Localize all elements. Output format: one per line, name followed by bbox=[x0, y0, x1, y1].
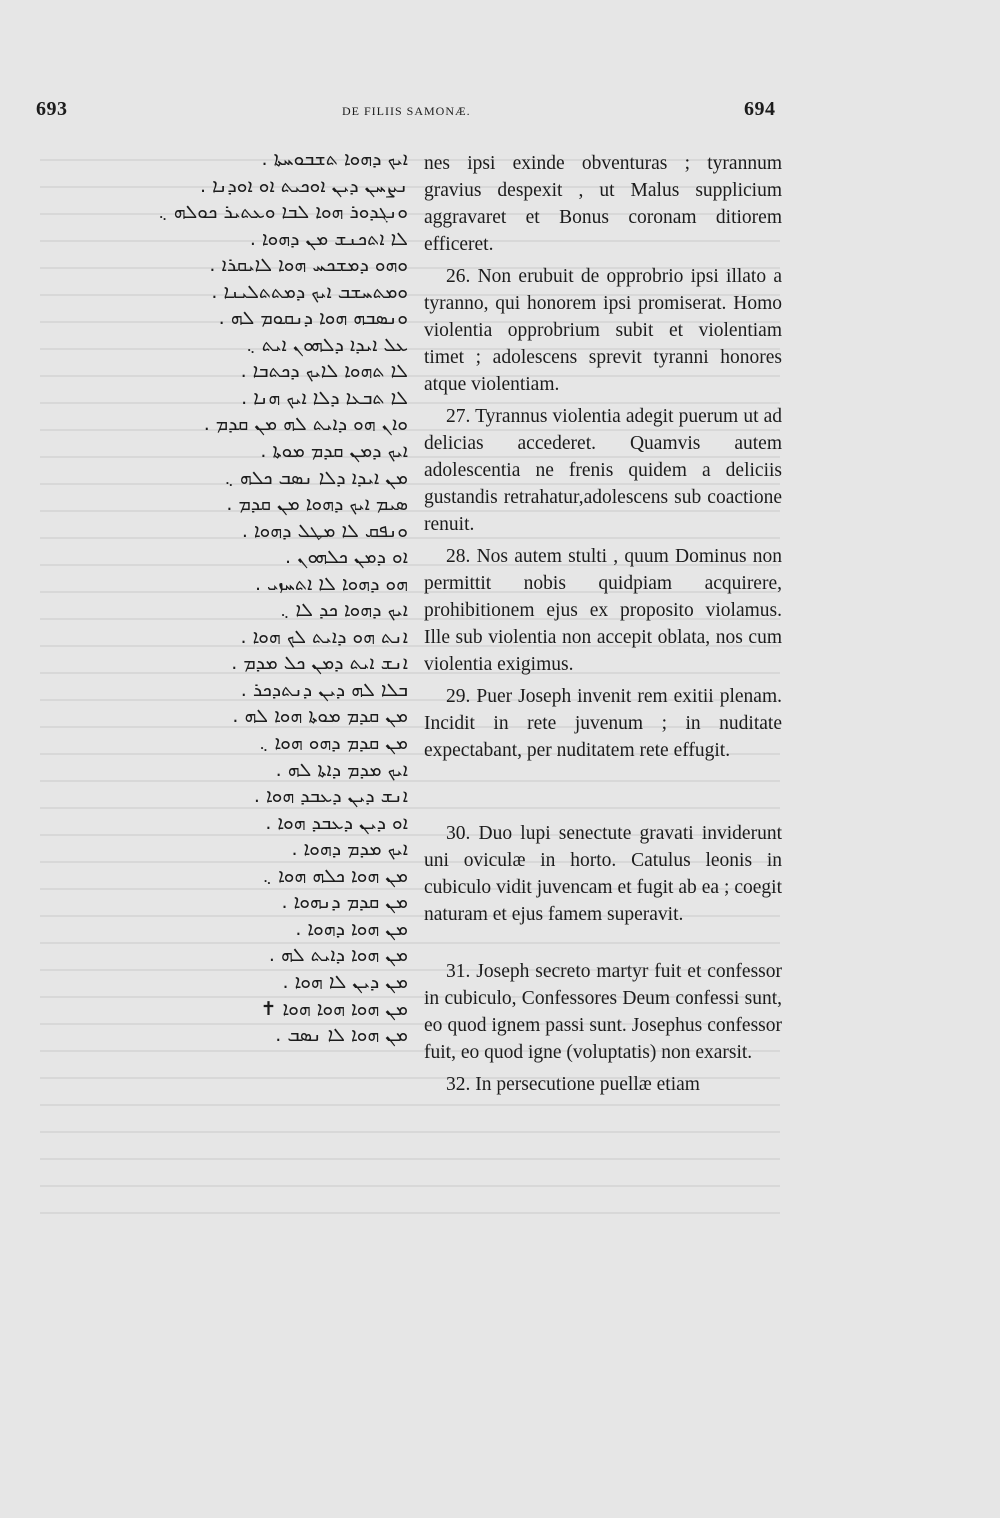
page-number-left: 693 bbox=[36, 98, 68, 120]
syriac-line: ܘܡܬܚܫܒ ܐܝܟ ܕܡܬܬܠܝܢܐ . bbox=[211, 280, 408, 303]
syriac-line: ܐܘ ܕܝܢ ܕܥܒܕ ܗܘܐ . bbox=[265, 811, 408, 834]
latin-paragraph: nes ipsi exinde obventuras ; tyrannum gravius despexit , ut Malus supplicium aggravaret et Bonus coronam ditiorem efficeret. bbox=[424, 153, 782, 255]
syriac-line: ܡܢ ܗܘܐ ܗܘܐ ܗܘܐ ✝ bbox=[260, 997, 408, 1020]
latin-paragraph: 29. Puer Joseph invenit rem exitii plenam. Incidit in rete juvenum ; in nuditate expectabant, per nuditatem rete effugit. bbox=[424, 686, 782, 761]
syriac-line: ܡܢ ܗܘܐ ܕܐܝܬ ܠܗ . bbox=[268, 944, 408, 967]
latin-paragraph: 26. Non erubuit de opprobrio ipsi illato a tyranno, qui honorem ipsi promiserat. Homo violentia opprobrium subit et violentiam timet ; adolescens sprevit tyranni honores atque violentiam. bbox=[424, 266, 782, 395]
syriac-line: ܡܢ ܐܝܕܐ ܕܠܐ ܢܣܒ ܟܠܗ ܆ bbox=[224, 466, 408, 489]
latin-paragraph: 30. Duo lupi senectute gravati inviderunt uni oviculæ in horto. Catulus leonis in cubiculo vidit juvencam et fugit ab ea ; coegit naturam et ejus famem superavit. bbox=[424, 823, 782, 925]
syriac-line: ܡܢ ܗܘܐ ܠܐ ܢܣܒ . bbox=[275, 1024, 408, 1047]
syriac-column bbox=[150, 146, 408, 1049]
syriac-line: ܠܐ ܬܒܥܐ ܕܠܐ ܐܝܟ ܗܢܐ . bbox=[241, 386, 408, 409]
syriac-line: ܐܝܟ ܕܡܢ ܩܕܡ ܡܘܬܐ . bbox=[260, 440, 408, 463]
syriac-line: ܘܐܢ ܗܘ ܕܐܝܬ ܠܗ ܡܢ ܩܕܡ . bbox=[203, 413, 408, 436]
page-number-right: 694 bbox=[744, 98, 776, 120]
running-header bbox=[0, 98, 1000, 128]
syriac-line: ܠܐ ܐܬܟܢܫ ܡܢ ܕܗܘܐ . bbox=[249, 227, 408, 250]
syriac-line: ܐܝܟ ܕܗܘܐ ܬܫܒܘܚܬܐ . bbox=[261, 148, 408, 170]
latin-paragraph: 32. In persecutione puellæ etiam bbox=[446, 1074, 700, 1095]
syriac-line: ܒܠܐ ܠܗ ܕܝܢ ܕܢܬܕܟܪ . bbox=[240, 678, 408, 701]
syriac-line: ܥܠ ܐܝܕܐ ܕܠܗܘܢ ܐܝܬ ܆ bbox=[246, 333, 408, 356]
syriac-line: ܐܝܟ ܡܕܡ ܕܗܘܐ . bbox=[291, 838, 408, 861]
syriac-line: ܘܗܘ ܕܡܫܟܚ ܗܘܐ ܠܐܝܩܪܐ . bbox=[209, 254, 408, 277]
syriac-line: ܘܢܓܕܘܪ ܗܘܐ ܠܒܐ ܘܥܬܝܪ ܟܘܠܗ ܆ bbox=[158, 201, 408, 224]
syriac-line: ܘܢܦܩ ܠܐ ܡܛܠ ܕܗܘܐ . bbox=[241, 519, 408, 542]
syriac-line: ܐܘ ܕܡܢ ܟܠܗܘܢ . bbox=[285, 546, 408, 569]
syriac-line: ܐܝܟ ܕܗܘܐ ܟܕ ܠܐ ܆ bbox=[280, 599, 408, 622]
syriac-line: ܢܨܚܢ ܕܝܢ ܐܘܟܝܬ ܐܘ ܐܘܕܢܐ . bbox=[200, 174, 408, 197]
latin-column bbox=[424, 150, 782, 1098]
syriac-line: ܐܢܫ ܕܝܢ ܕܥܒܕ ܗܘܐ . bbox=[253, 785, 408, 808]
syriac-line: ܡܢ ܩܕܡ ܕܢܗܘܐ . bbox=[281, 891, 408, 914]
syriac-line: ܣܝܡ ܐܝܟ ܕܗܘܐ ܡܢ ܩܕܡ . bbox=[226, 493, 408, 516]
latin-paragraph: 31. Joseph secreto martyr fuit et confessor in cubiculo, Confessores Deum confessi sunt, eo quod ignem passi sunt. Josephus confessor fuit, eo quod igne (voluptatis) non exarsit. bbox=[424, 961, 782, 1063]
syriac-line: ܡܢ ܗܘܐ ܕܗܘܐ . bbox=[295, 917, 408, 940]
syriac-line: ܡܢ ܗܘܐ ܟܠܗ ܗܘܐ ܆ bbox=[262, 864, 408, 887]
latin-paragraph: 28. Nos autem stulti , quum Dominus non permittit nobis quidpiam acquirere, prohibitionem ejus ex proposito violamus. Ille sub violentia non accepit oblata, nos cum violentia exigimus. bbox=[424, 546, 782, 675]
syriac-line: ܗܘ ܕܗܘܐ ܠܐ ܐܬܚܙܝ . bbox=[254, 572, 408, 595]
syriac-line: ܡܢ ܩܕܡ ܕܗܘ ܗܘܐ ܆ bbox=[259, 732, 408, 755]
running-title: DE FILIIS SAMONÆ. bbox=[342, 104, 471, 118]
latin-paragraph: 27. Tyrannus violentia adegit puerum ut ad delicias accederet. Quamvis autem adolescentia ne frenis quidem a deliciis gustandis retrahatur,adolescens sub coactione renuit. bbox=[424, 406, 782, 535]
syriac-line: ܘܢܣܒܗ ܗܘܐ ܕܢܩܘܡ ܠܗ . bbox=[218, 307, 408, 330]
syriac-line: ܐܢܫ ܐܝܬ ܕܡܢ ܟܠ ܡܕܡ . bbox=[231, 652, 408, 675]
syriac-line: ܐܢܬ ܗܘ ܕܐܝܬ ܠܟ ܗܘܐ . bbox=[240, 625, 408, 648]
syriac-line: ܡܢ ܩܕܡ ܡܘܬܐ ܗܘܐ ܠܗ . bbox=[232, 705, 408, 728]
syriac-line: ܡܢ ܕܝܢ ܠܐ ܗܘܐ . bbox=[282, 970, 408, 993]
syriac-line: ܐܝܟ ܡܕܡ ܕܐܬܐ ܠܗ . bbox=[275, 758, 408, 781]
syriac-line: ܠܐ ܬܗܘܐ ܠܐܝܟ ܕܟܬܒܐ . bbox=[240, 360, 408, 383]
